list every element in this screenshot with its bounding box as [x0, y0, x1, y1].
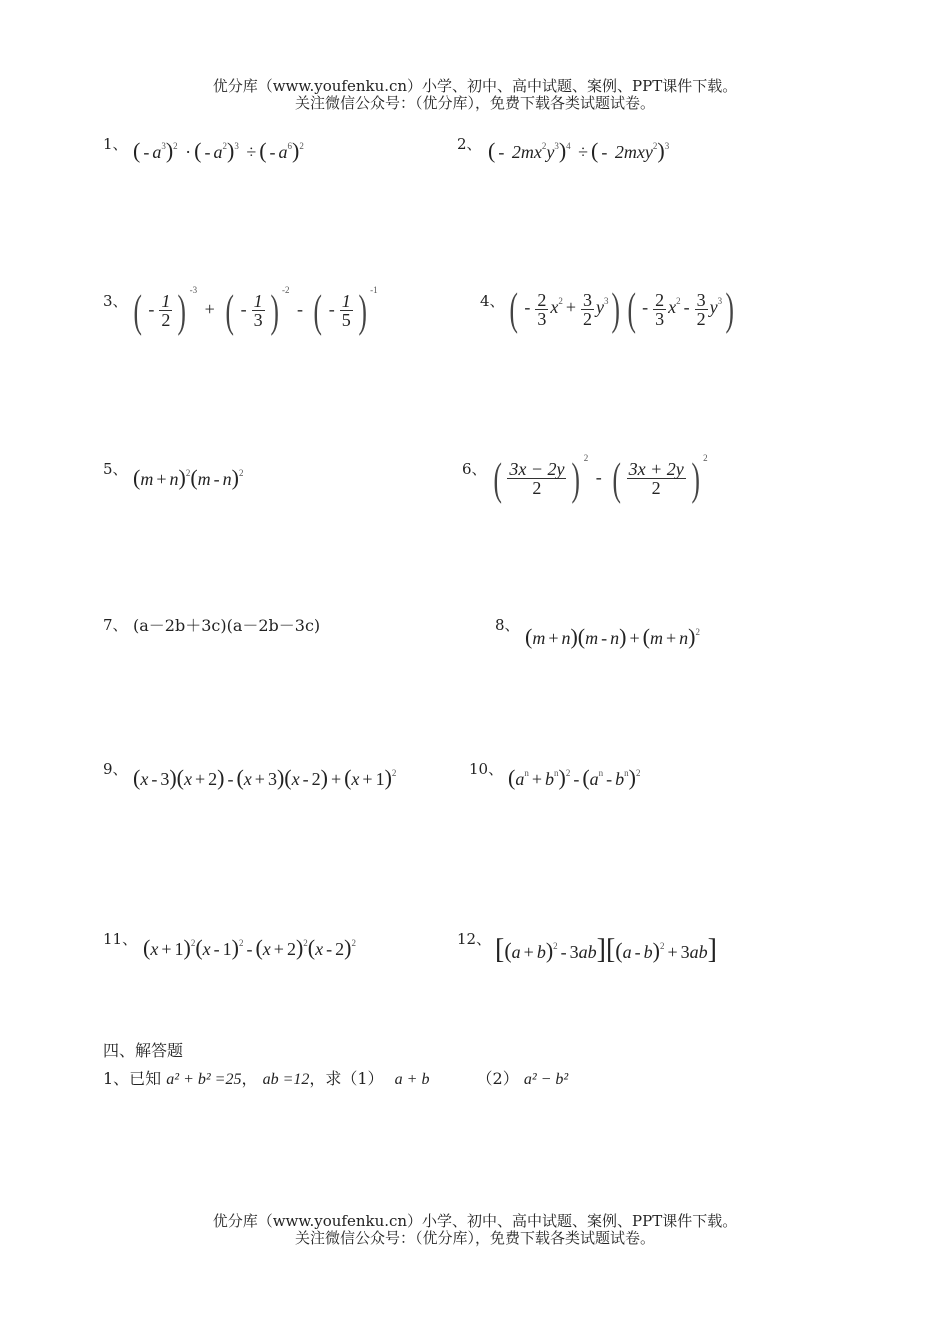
problem-number-8: 8、: [495, 616, 520, 634]
section-title: 四、解答题: [103, 1041, 184, 1060]
problem-number-6: 6、: [462, 460, 487, 478]
problem-expression-11: $(x + 1)^2(x - 1)^2 - (x + 2)^2(x - 2)^2$: [143, 935, 356, 960]
page-header: [0, 78, 950, 112]
page-footer: [0, 1213, 950, 1247]
question-1-separator: ，: [241, 1069, 258, 1088]
problem-number-10: 10、: [469, 760, 504, 778]
problem-expression-12: $[(a + b)^2 - 3ab][(a - b)^2 + 3ab]$: [495, 934, 717, 965]
footer-line-1: 优分库（www.youfenku.cn）小学、初中、高中试题、案例、PPT课件下载。: [212, 1212, 738, 1230]
question-1-ask: ，求（1）: [309, 1069, 384, 1088]
problem-expression-7: (a－2b＋3c)(a－2b－3c): [133, 616, 321, 635]
problem-expression-1: ( - $a^3)^2$ · ( - $a^2)^3$ ÷ ( - $a^6)^2$: [133, 138, 304, 163]
problem-number-12: 12、: [457, 930, 492, 948]
problem-number-9: 9、: [103, 760, 128, 778]
problem-number-7: 7、: [103, 616, 128, 634]
question-1-prefix: 1、已知: [103, 1069, 162, 1088]
question-1-condition-2: ab =12: [262, 1071, 310, 1088]
problem-expression-6: ( $\frac{3x - 2y}{2}$ ) $^2$ - ( $\frac{3x + 2y}{2}$ ) $^2$: [493, 452, 708, 504]
question-1: [103, 1066, 568, 1089]
question-1-condition-1: a² + b² =25: [166, 1071, 242, 1088]
problem-number-4: 4、: [480, 292, 505, 310]
question-1-part-1: a + b: [394, 1071, 430, 1088]
problem-expression-3: ( - $\frac{1}{2}$ ) $^{-3}$ + ( - $\frac{1}{3}$ ) $^{-2}$ - ( - $\frac{1}{5}$ ) $^{-1}$: [133, 284, 378, 336]
header-line-2: 关注微信公众号：（优分库），免费下载各类试题试卷。: [294, 94, 655, 112]
problem-expression-4: ( - $\frac{2}{3}$ $x^2$ + $\frac{3}{2}$ $y^3$) ( - $\frac{2}{3}$ $x^2$ - $\frac{3}{2}$ $y^3$): [509, 283, 735, 334]
problem-number-2: 2、: [457, 135, 482, 153]
problem-number-5: 5、: [103, 460, 128, 478]
problem-expression-9: $(x - 3)(x + 2) - (x + 3)(x - 2) + (x + 1)^2$: [133, 765, 397, 790]
problem-expression-2: ( - $2mx^2y^3)^4$ ÷ ( - 2mxy$^2$)$^3$: [488, 138, 670, 163]
question-1-part-2-label: （2）: [476, 1069, 519, 1088]
question-1-part-2: a² − b²: [523, 1071, 569, 1088]
problem-expression-5: $(m + n)^2(m - n)^2$: [133, 465, 244, 490]
problem-number-1: 1、: [103, 135, 128, 153]
footer-line-2: 关注微信公众号：（优分库），免费下载各类试题试卷。: [294, 1229, 655, 1247]
problem-number-11: 11、: [103, 930, 138, 948]
header-line-1: 优分库（www.youfenku.cn）小学、初中、高中试题、案例、PPT课件下载。: [212, 77, 738, 95]
problem-number-3: 3、: [103, 292, 128, 310]
problem-expression-8: $(m + n)(m - n) + (m + n)^2$: [525, 624, 700, 649]
problem-expression-10: $(a^n + b^n)^2 - (a^n - b^n)^2$: [508, 765, 641, 790]
